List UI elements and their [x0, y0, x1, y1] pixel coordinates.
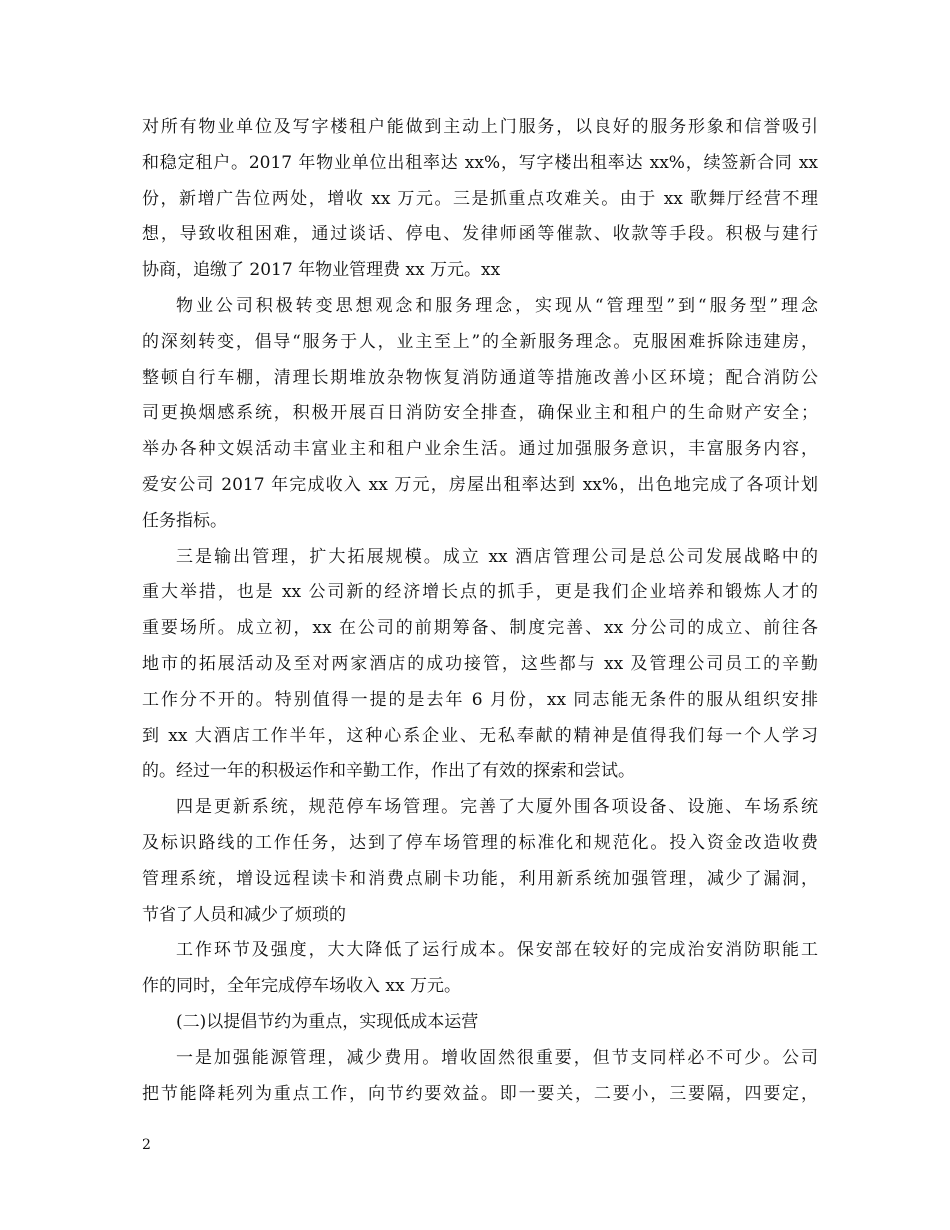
- text-line: 管理系统，增设远程读卡和消费点刷卡功能，利用新系统加强管理，减少了漏洞，: [142, 868, 818, 889]
- text-line: 把节能降耗列为重点工作，向节约要效益。即一要关，二要小，三要隔，四要定，: [142, 1083, 818, 1104]
- text-line: 举办各种文娱活动丰富业主和租户业余生活。通过加强服务意识，丰富服务内容，: [142, 439, 818, 460]
- text-line: 任务指标。: [142, 510, 227, 531]
- text-line: 节省了人员和减少了烦琐的: [142, 904, 346, 925]
- text-line: 的深刻转变，倡导“服务于人，业主至上”的全新服务理念。克服困难拆除违建房，: [142, 331, 818, 352]
- text-line: 及标识路线的工作任务，达到了停车场管理的标准化和规范化。投入资金改造收费: [142, 832, 818, 853]
- text-line: 对所有物业单位及写字楼租户能做到主动上门服务，以良好的服务形象和信誉吸引: [142, 117, 818, 137]
- paragraph-first-line: 三是输出管理，扩大拓展规模。成立 xx 酒店管理公司是总公司发展战略中的: [176, 546, 818, 567]
- text-line: 司更换烟感系统，积极开展百日消防安全排查，确保业主和租户的生命财产安全；: [142, 403, 818, 424]
- text-line: 的。经过一年的积极运作和辛勤工作，作出了有效的探索和尝试。: [142, 761, 635, 782]
- text-line: 和稳定租户。2017 年物业单位出租率达 xx%，写字楼出租率达 xx%，续签新合同 xx: [142, 152, 818, 173]
- text-line: 重大举措，也是 xx 公司新的经济增长点的抓手，更是我们企业培养和锻炼人才的: [142, 582, 818, 603]
- paragraph-first-line: 物业公司积极转变思想观念和服务理念，实现从“管理型”到“服务型”理念: [176, 295, 818, 316]
- text-line: 份，新增广告位两处，增收 xx 万元。三是抓重点攻难关。由于 xx 歌舞厅经营不理: [142, 188, 818, 209]
- text-line: 想，导致收租困难，通过谈话、停电、发律师函等催款、收款等手段。积极与建行: [142, 224, 818, 245]
- text-line: 协商，追缴了 2017 年物业管理费 xx 万元。xx: [142, 260, 501, 281]
- paragraph-first-line: 四是更新系统，规范停车场管理。完善了大厦外围各项设备、设施、车场系统: [176, 797, 818, 818]
- text-line: 爱安公司 2017 年完成收入 xx 万元，房屋出租率达到 xx%，出色地完成了各项计划: [142, 474, 818, 495]
- page-number: 2: [142, 1137, 151, 1153]
- text-line: 重要场所。成立初，xx 在公司的前期筹备、制度完善、xx 分公司的成立、前往各: [142, 618, 818, 639]
- section-heading: (二)以提倡节约为重点，实现低成本运营: [176, 1011, 479, 1032]
- text-line: 地市的拓展活动及至对两家酒店的成功接管，这些都与 xx 及管理公司员工的辛勤: [142, 653, 818, 674]
- paragraph-first-line: 一是加强能源管理，减少费用。增收固然很重要，但节支同样必不可少。公司: [176, 1047, 818, 1068]
- text-line: 工作分不开的。特别值得一提的是去年 6 月份，xx 同志能无条件的服从组织安排: [142, 689, 818, 710]
- text-line: 作的同时，全年完成停车场收入 xx 万元。: [142, 976, 461, 997]
- text-line: 整顿自行车棚，清理长期堆放杂物恢复消防通道等措施改善小区环境；配合消防公: [142, 367, 818, 388]
- body-text: [142, 110, 818, 1112]
- text-line: 到 xx 大酒店工作半年，这种心系企业、无私奉献的精神是值得我们每一个人学习: [142, 725, 818, 746]
- paragraph-first-line: 工作环节及强度，大大降低了运行成本。保安部在较好的完成治安消防职能工: [176, 940, 818, 961]
